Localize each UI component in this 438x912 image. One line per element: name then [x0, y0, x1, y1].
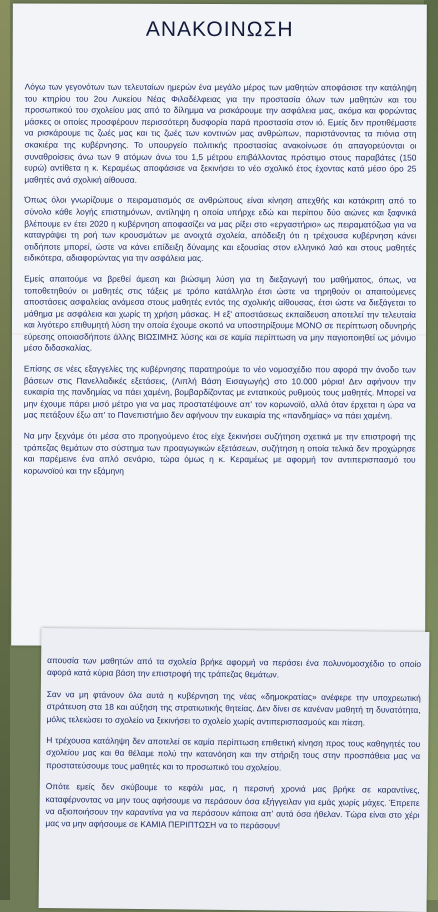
background-foliage-left	[0, 0, 10, 900]
notice-title: ΑΝΑΚΟΙΝΩΣΗ	[145, 17, 294, 42]
continuation-paragraph-3: Η τρέχουσα κατάληψη δεν αποτελεί σε καμία περίπτωση επιθετική κίνηση προς τους καθηγητές του σχολείου μας και θα θέλαμε πολύ την κατανόηση και την στήριξη τους στην προσπάθεια μας να προστατεύσουμε τους μαθητές και το προσωπικό του σχολείου.	[45, 735, 421, 773]
notice-paragraph-5: Να μην ξεχνάμε ότι μέσα στο προηγούμενο έτος είχε ξεκινήσει συζήτηση σχετικά με την επιστροφή της τράπεζας θεμάτων στο σύστημα των προαγωγικών εξετάσεων, συζήτηση η οποία τελικά δεν προχώρησε και παρέμεινε ένα απλό σενάριο, τώρα όμως η κ. Κεραμέως με αφορμή τον αντιπερισπασμό του κορωνοϊού και την εξάμηνη	[23, 430, 416, 476]
continuation-paragraph-4: Οπότε εμείς δεν σκύβουμε το κεφάλι μας, η περσινή χρονιά μας βρήκε σε καραντίνες, καταφέρνοντας να μην τους αφήσουμε να περάσουν όσα εξήγγειλαν για εμάς χωρίς μάχες. Έπρεπε να αξιοποιήσουν την καραντίνα για να περάσουν κάποια απ' αυτά όσα ήθελαν. Τώρα είναι στο χέρι μας να μην αφήσουμε σε ΚΑΜΙΑ ΠΕΡΙΠΤΩΣΗ να το περάσουν!	[45, 781, 420, 831]
notice-paragraph-4: Επίσης σε νέες εξαγγελίες της κυβέρνησης παρατηρούμε το νέο νομοσχέδιο που αφορά την άνοδο των βάσεων στις Πανελλαδικές εξετάσεις, (Λιπλή Βάση Εισαγωγής) στο 10.000 μόρια! Δεν αφήνουν την ευκαιρία της πανδημίας να πάει χαμένη, βομβαρδίζοντας με εντατικούς ρυθμούς τους μαθητές. Μπορεί να μην έχουμε πάρει μισό μέτρο για να μας προστατέψουνε απ' τον κορωνοϊό, αλλά όταν έρχεται η ώρα να μας πετάξουν έξω απ' το Πανεπιστήμιο δεν αφήνουν την ευκαιρία της «πανδημίας» να πάει χαμένη.	[23, 363, 416, 421]
notice-paragraph-3: Εμείς απαιτούμε να βρεθεί άμεση και βιώσιμη λύση για τη διεξαγωγή του μαθήματος, όπως, να τοποθετηθούν οι μαθητές στις τάξεις με τρόπο κατάλληλο έτσι ώστε να τηρηθούν οι απαιτούμενες αποστάσεις ασφαλείας ανάμεσα στους μαθητές εντός της σχολικής αίθουσας, έτσι ώστε να διεξάγεται το μάθημα με ασφάλεια και χωρίς τη χρήση μάσκας. Η εξ' αποστάσεως εκπαίδευση αποτελεί την τελευταία και λιγότερο επιθυμητή λύση την οποία έχουμε σκοπό να υποστηρίξουμε ΜΟΝΟ σε περίπτωση οδυνηρής εύρεσης οποιασδήποτε άλλης ΒΙΩΣΙΜΗΣ λύσης και σε καμία περίπτωση να μην παγιοποιηθεί ως μόνιμο μέσο διδασκαλίας.	[23, 273, 417, 354]
notice-sheet-continuation	[39, 628, 430, 912]
continuation-paragraph-1: απουσία των μαθητών από τα σχολεία βρήκε αφορμή να περάσει ένα πολυνομοσχέδιο το οποίο αφορά κατά κύρια βάση την επιστροφή της τράπεζας θεμάτων.	[46, 655, 422, 680]
notice-paragraph-2: Όπως όλοι γνωρίζουμε ο πειραματισμός σε ανθρώπους είναι κίνηση απεχθής και κατάκριτη από το σύνολο κάθε λογής επιστημόνων, αντίληψη η οποία υπήρχε εδώ και περίπου δύο αιώνες και ξαφνικά βλέπουμε εν έτει 2020 η κυβέρνηση αποφασίζει να μας ρίξει στο «εργαστήριο» ως πειραματόζωα για να καταγράψει τη ροή των κρουσμάτων με ανοιχτά σχολεία, απόδειξη ότι η τρέχουσα κυβέρνηση κάνει οτιδήποτε μπορεί, ώστε να κάνει επίδειξη δύναμης και εξουσίας στον ελληνικό λαό και στους μαθητές ειδικότερα, αδιαφορώντας για την ασφάλεια μας.	[24, 194, 417, 264]
continuation-paragraph-2: Σαν να μη φτάνουν όλα αυτά η κυβέρνηση της νέας «δημοκρατίας» ανέφερε την υποχρεωτική στράτευση στα 18 και αύξηση της στρατιωτικής θητείας. Δεν δίνει σε κανέναν μαθητή τη δυνατότητα, μόλις τελειώσει το σχολείο να ξεκινήσει το σχολείο χωρίς αντιπερισπασμούς και πίεση.	[46, 688, 421, 727]
notice-paragraph-1: Λόγω των γεγονότων των τελευταίων ημερών ένα μεγάλο μέρος των μαθητών αποφάσισε την κατάληψη του κτηρίου του 2ου Λυκείου Νέας Φιλαδέλφειας για την προστασία όλων των μαθητών και του προσωπικού του σχολείου μας από το δίλημμα να ρισκάρουμε την ασφάλεια μας, ακόμα και φορώντας μάσκες οι οποίες προσφέρουν περισσότερη δυσφορία παρά προστασία στον ιό. Εμείς δεν προτιθέμαστε να ρισκάρουμε τις ζωές μας και τις ζωές των κοντινών μας ανθρώπων, παριστάνοντας τα πιόνια στη σκακιέρα της κυβέρνησης. Το υπουργείο πολιτικής προστασίας ανακοίνωσε ότι απαγορεύονται οι συναθροίσεις άνω των 9 ατόμων άνω του 1,5 μέτρου επιβάλλοντας πρόστιμο στους παραβάτες (150 ευρώ) αντίθετα η κ. Κεραμέως αποφάσισε να ξεκινήσει το νέο σχολικό έτος έχοντας κατά μέσο όρο 25 μαθητές ανά σχολική αίθουσα.	[24, 81, 417, 185]
notice-sheet-main	[11, 3, 427, 646]
